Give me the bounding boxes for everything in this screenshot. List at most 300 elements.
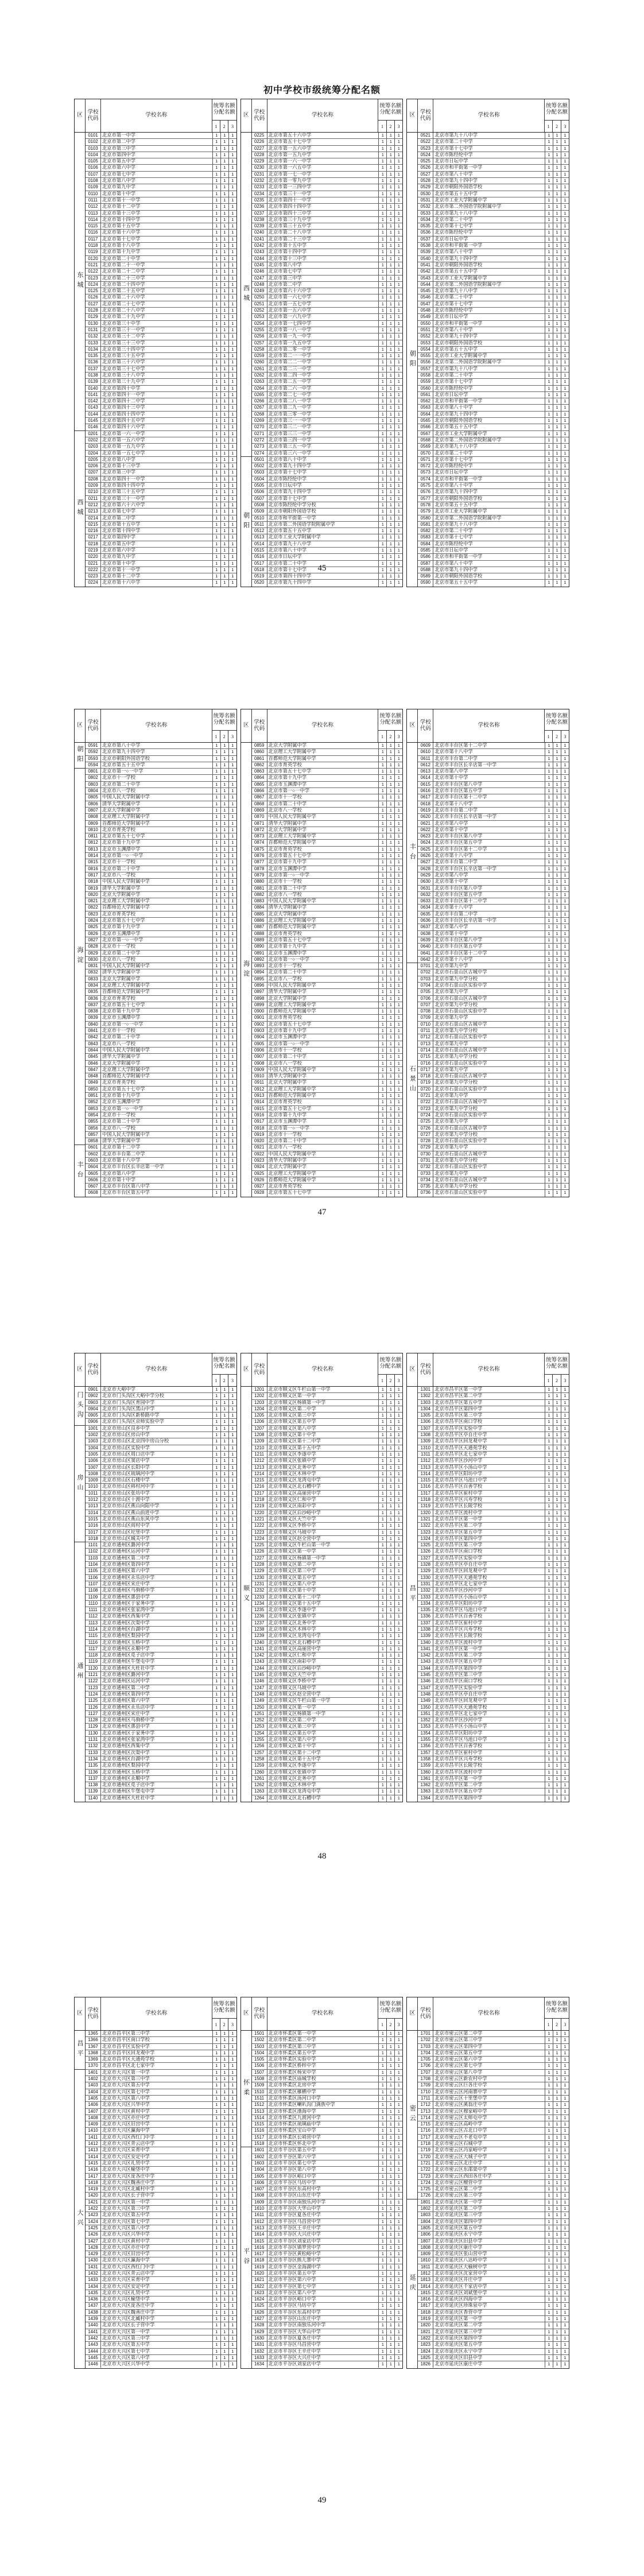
quota-cell: 1 bbox=[212, 483, 220, 488]
quota-cell: 1 bbox=[561, 561, 569, 567]
header-quota-sub-cell: 1 bbox=[212, 2019, 220, 2030]
school-name: 北京市顺义区北务中学 bbox=[268, 1775, 316, 1781]
quota-cell: 1 bbox=[553, 2102, 561, 2108]
quota-cell: 1 bbox=[228, 1164, 236, 1170]
school-code: 0144 bbox=[86, 412, 101, 417]
quota-cell: 1 bbox=[386, 1588, 394, 1593]
quota-cell: 1 bbox=[378, 976, 386, 982]
quota-cell: 1 bbox=[386, 756, 394, 762]
table-row bbox=[86, 1581, 236, 1588]
school-code: 0864 bbox=[252, 775, 267, 781]
table-row bbox=[86, 2186, 236, 2193]
school-name: 首都师范大学附属中学 bbox=[268, 755, 316, 761]
quota-cell: 1 bbox=[394, 898, 402, 904]
school-name: 北京市第三十一中学 bbox=[102, 327, 145, 332]
quota-cell: 1 bbox=[378, 1685, 386, 1691]
quota-cell: 1 bbox=[545, 1633, 553, 1639]
quota-cell: 1 bbox=[561, 528, 569, 534]
quota-cell: 1 bbox=[212, 1601, 220, 1607]
quota-cell: 1 bbox=[561, 2361, 569, 2368]
quota-cell: 1 bbox=[553, 782, 561, 787]
school-name: 北京市第九中学 bbox=[102, 184, 136, 190]
school-name: 北京市通州区次渠中学 bbox=[102, 1749, 150, 1755]
quota-cell: 1 bbox=[228, 2336, 236, 2341]
quota-cell: 1 bbox=[378, 1646, 386, 1652]
quota-cell: 1 bbox=[561, 1562, 569, 1568]
school-code: 0540 bbox=[418, 256, 433, 262]
quota-cell: 1 bbox=[212, 457, 220, 463]
quota-cell: 1 bbox=[553, 1406, 561, 1412]
school-code: 0233 bbox=[252, 184, 267, 190]
quota-cell: 1 bbox=[228, 1698, 236, 1704]
quota-cell: 1 bbox=[228, 1568, 236, 1574]
school-name: 北京市第九中学 bbox=[434, 1145, 468, 1150]
quota-cell: 1 bbox=[561, 2096, 569, 2101]
quota-cell: 1 bbox=[378, 989, 386, 995]
quota-cell: 1 bbox=[545, 931, 553, 937]
table-row bbox=[86, 204, 236, 210]
quota-cell: 1 bbox=[394, 1184, 402, 1189]
table-row bbox=[86, 1151, 236, 1158]
district-cell: 丰台 bbox=[407, 743, 417, 963]
table-row bbox=[418, 152, 569, 158]
quota-cell: 1 bbox=[386, 1659, 394, 1665]
quota-cell: 1 bbox=[212, 1782, 220, 1788]
quota-cell: 1 bbox=[561, 489, 569, 495]
table-row bbox=[252, 1458, 403, 1464]
school-name: 北京市密云区西田各庄中学 bbox=[434, 2173, 492, 2179]
quota-cell: 1 bbox=[545, 2257, 553, 2263]
school-code: 1418 bbox=[86, 2180, 101, 2186]
quota-cell: 1 bbox=[545, 1158, 553, 1163]
school-code: 1219 bbox=[252, 1503, 267, 1509]
table-row bbox=[86, 2257, 236, 2264]
school-code: 1401 bbox=[86, 2070, 101, 2075]
quota-cell: 1 bbox=[386, 294, 394, 300]
quota-cell: 1 bbox=[394, 1497, 402, 1503]
quota-cell: 1 bbox=[394, 2037, 402, 2043]
table-row bbox=[252, 833, 403, 840]
quota-cell: 1 bbox=[561, 788, 569, 794]
school-code: 0846 bbox=[86, 1061, 101, 1066]
quota-cell: 1 bbox=[553, 1555, 561, 1561]
quota-cell: 1 bbox=[386, 2135, 394, 2140]
quota-cell: 1 bbox=[386, 1536, 394, 1542]
table-row bbox=[252, 1581, 403, 1588]
table-row bbox=[418, 1158, 569, 1164]
school-name: 北京市十一学校 bbox=[102, 1028, 136, 1034]
quota-cell: 1 bbox=[553, 944, 561, 949]
quota-cell: 1 bbox=[545, 1413, 553, 1418]
header-quota-label: 统筹名额分配名额 bbox=[212, 709, 236, 731]
quota-cell: 1 bbox=[545, 2167, 553, 2172]
quota-cell: 1 bbox=[378, 886, 386, 891]
quota-cell: 1 bbox=[212, 398, 220, 404]
table-row bbox=[86, 2076, 236, 2082]
school-name: 北京市平谷区山东庄中学 bbox=[268, 2316, 321, 2322]
table-row bbox=[86, 243, 236, 249]
quota-cell: 1 bbox=[228, 1782, 236, 1788]
quota-cell: 1 bbox=[561, 1646, 569, 1652]
header-quota-sub-cell: 1 bbox=[545, 1375, 553, 1386]
school-code: 0209 bbox=[86, 483, 101, 488]
quota-cell: 1 bbox=[378, 2050, 386, 2056]
school-code: 0127 bbox=[86, 301, 101, 307]
quota-cell: 1 bbox=[220, 314, 228, 320]
quota-cell: 1 bbox=[394, 2349, 402, 2354]
quota-cell: 1 bbox=[220, 424, 228, 430]
school-name: 北京市第一六七中学 bbox=[268, 294, 312, 300]
school-name: 北京市第九中学 bbox=[434, 989, 468, 995]
header-quota-sub-cell: 3 bbox=[564, 2022, 567, 2027]
quota-cell: 1 bbox=[561, 769, 569, 774]
table-row bbox=[86, 1022, 236, 1028]
school-code: 0889 bbox=[252, 937, 267, 943]
quota-cell: 1 bbox=[553, 340, 561, 346]
quota-cell: 1 bbox=[561, 2063, 569, 2069]
district-column bbox=[75, 1387, 86, 1802]
quota-cell: 1 bbox=[553, 898, 561, 904]
quota-cell: 1 bbox=[561, 821, 569, 827]
quota-cell: 1 bbox=[394, 483, 402, 488]
school-code: 1812 bbox=[418, 2271, 433, 2276]
quota-cell: 1 bbox=[386, 1132, 394, 1138]
quota-cell: 1 bbox=[220, 1549, 228, 1554]
school-code: 1507 bbox=[252, 2070, 267, 2075]
quota-cell: 1 bbox=[561, 476, 569, 482]
school-code: 0547 bbox=[418, 301, 433, 307]
table-row bbox=[418, 1028, 569, 1034]
quota-cell: 1 bbox=[228, 392, 236, 398]
quota-cell: 1 bbox=[394, 1711, 402, 1717]
quota-cell: 1 bbox=[553, 294, 561, 300]
table-row bbox=[86, 918, 236, 924]
quota-cell: 1 bbox=[228, 951, 236, 956]
school-code: 0126 bbox=[86, 294, 101, 300]
quota-cell: 1 bbox=[561, 1698, 569, 1704]
school-code: 0260 bbox=[252, 359, 267, 365]
quota-cell: 1 bbox=[212, 1627, 220, 1632]
school-name: 北京市丰台区第八中学 bbox=[434, 937, 483, 942]
school-code: 1408 bbox=[86, 2115, 101, 2121]
quota-cell: 1 bbox=[228, 1750, 236, 1756]
school-code: 1336 bbox=[418, 1613, 433, 1619]
school-code: 1403 bbox=[86, 2082, 101, 2088]
quota-cell: 1 bbox=[561, 1073, 569, 1079]
school-name: 北京市第二十七中学 bbox=[102, 301, 145, 307]
quota-cell: 1 bbox=[386, 431, 394, 437]
school-name: 北京市石景山区实验中学 bbox=[434, 1190, 487, 1196]
quota-cell: 1 bbox=[561, 944, 569, 949]
table-row bbox=[252, 911, 403, 918]
quota-cell: 1 bbox=[212, 1497, 220, 1503]
school-code: 0557 bbox=[418, 366, 433, 372]
quota-cell: 1 bbox=[545, 1678, 553, 1684]
quota-cell: 1 bbox=[228, 2193, 236, 2198]
school-code: 1340 bbox=[418, 1640, 433, 1646]
quota-cell: 1 bbox=[378, 1008, 386, 1014]
quota-cell: 1 bbox=[212, 470, 220, 475]
quota-cell: 1 bbox=[545, 509, 553, 514]
table-row bbox=[418, 1666, 569, 1672]
quota-cell: 1 bbox=[220, 1770, 228, 1775]
quota-cell: 1 bbox=[228, 561, 236, 567]
quota-cell: 1 bbox=[553, 1770, 561, 1775]
school-name: 北京市顺义区龙湾屯中学 bbox=[268, 1789, 321, 1794]
school-name: 北京市昌平区流村中学 bbox=[434, 1510, 483, 1515]
quota-cell: 1 bbox=[561, 1112, 569, 1118]
quota-cell: 1 bbox=[553, 2115, 561, 2121]
table-row bbox=[252, 1022, 403, 1028]
table-row bbox=[418, 2109, 569, 2115]
school-code: 1721 bbox=[418, 2160, 433, 2166]
quota-cell: 1 bbox=[545, 782, 553, 787]
quota-cell: 1 bbox=[212, 2109, 220, 2115]
school-name: 北京理工大学附属中学 bbox=[102, 1066, 150, 1072]
school-code: 0635 bbox=[418, 911, 433, 917]
quota-cell: 1 bbox=[553, 892, 561, 898]
quota-cell: 1 bbox=[394, 573, 402, 579]
table-row bbox=[252, 1054, 403, 1060]
table-row bbox=[418, 2329, 569, 2336]
school-code: 1249 bbox=[252, 1698, 267, 1704]
quota-cell: 1 bbox=[386, 2219, 394, 2225]
table-row bbox=[252, 2284, 403, 2290]
quota-cell: 1 bbox=[378, 1171, 386, 1177]
table-row bbox=[86, 2316, 236, 2322]
quota-cell: 1 bbox=[394, 567, 402, 573]
school-code: 0906 bbox=[252, 1048, 267, 1053]
school-code: 0853 bbox=[86, 1106, 101, 1112]
district-cell: 大兴 bbox=[76, 2209, 83, 2229]
table-row bbox=[86, 2199, 236, 2206]
school-code: 0801 bbox=[86, 769, 101, 774]
school-name: 北京市第四中学 bbox=[102, 534, 136, 540]
quota-cell: 1 bbox=[553, 963, 561, 969]
quota-cell: 1 bbox=[561, 1138, 569, 1144]
table-row bbox=[86, 1093, 236, 1099]
quota-cell: 1 bbox=[228, 353, 236, 359]
school-name: 北京市平谷区大华山中学 bbox=[268, 2329, 321, 2334]
school-name: 北京市第三十四中学 bbox=[102, 346, 145, 352]
school-code: 1322 bbox=[418, 1523, 433, 1528]
table-row bbox=[86, 788, 236, 794]
quota-cell: 1 bbox=[386, 2290, 394, 2296]
table-row bbox=[252, 886, 403, 892]
quota-cell: 1 bbox=[212, 1458, 220, 1464]
school-code: 1616 bbox=[252, 2245, 267, 2251]
quota-cell: 1 bbox=[553, 1601, 561, 1607]
table-row bbox=[252, 1087, 403, 1093]
quota-cell: 1 bbox=[394, 340, 402, 346]
school-code: 0613 bbox=[418, 769, 433, 774]
quota-cell: 1 bbox=[561, 379, 569, 385]
table-row bbox=[418, 2257, 569, 2264]
header-district: 区 bbox=[75, 709, 86, 742]
school-code: 0517 bbox=[252, 561, 267, 567]
school-name: 北京市大兴区第七中学 bbox=[102, 2348, 150, 2354]
quota-cell: 1 bbox=[553, 886, 561, 891]
school-name: 北京市昌平区马池口中学 bbox=[434, 1737, 487, 1743]
quota-cell: 1 bbox=[394, 398, 402, 404]
school-name: 北京市延庆区珍珠泉中学 bbox=[434, 2303, 487, 2309]
school-name: 北京市日坛中学 bbox=[434, 158, 468, 164]
quota-cell: 1 bbox=[228, 1601, 236, 1607]
table-row bbox=[86, 1477, 236, 1484]
school-name: 北京市育英学校 bbox=[268, 1015, 302, 1021]
quota-cell: 1 bbox=[386, 373, 394, 378]
school-code: 0242 bbox=[252, 243, 267, 249]
school-code: 1623 bbox=[252, 2290, 267, 2296]
quota-cell: 1 bbox=[386, 548, 394, 553]
table-row bbox=[252, 944, 403, 950]
school-name: 北京市和平街第一中学 bbox=[434, 554, 483, 560]
school-code: 0702 bbox=[418, 969, 433, 975]
quota-cell: 1 bbox=[394, 165, 402, 170]
school-name: 北京市第四十一中学 bbox=[102, 391, 145, 397]
school-code: 0257 bbox=[252, 340, 267, 346]
quota-cell: 1 bbox=[394, 821, 402, 827]
table-row bbox=[252, 333, 403, 340]
school-code: 0108 bbox=[86, 178, 101, 184]
school-name: 北京市第一五九中学 bbox=[268, 152, 312, 157]
quota-cell: 1 bbox=[228, 2154, 236, 2160]
school-name: 北京市丰台区第五中学 bbox=[434, 944, 483, 949]
quota-cell: 1 bbox=[220, 2096, 228, 2101]
quota-cell: 1 bbox=[545, 2147, 553, 2153]
school-name: 北京市通州区西集中学 bbox=[102, 1613, 150, 1619]
header-quota bbox=[545, 99, 569, 132]
quota-cell: 1 bbox=[220, 1112, 228, 1118]
school-name: 北京市第三六一中学 bbox=[268, 450, 312, 456]
school-code: 0590 bbox=[418, 580, 433, 586]
school-code: 0272 bbox=[252, 437, 267, 443]
table-row bbox=[86, 2057, 236, 2063]
table-row bbox=[252, 1465, 403, 1471]
quota-cell: 1 bbox=[394, 1471, 402, 1477]
table-row bbox=[252, 976, 403, 983]
table-row bbox=[418, 1659, 569, 1665]
school-name: 北京市密云区穆家峪中学 bbox=[434, 2108, 487, 2114]
quota-cell: 1 bbox=[228, 1789, 236, 1794]
school-name: 北京市陈经纶中学分校 bbox=[268, 502, 316, 507]
table-row bbox=[418, 1562, 569, 1568]
quota-cell: 1 bbox=[212, 782, 220, 787]
school-code: 1345 bbox=[418, 1672, 433, 1678]
school-name: 北京市第八十中学 bbox=[434, 560, 473, 566]
quota-cell: 1 bbox=[545, 1452, 553, 1457]
page-number: 49 bbox=[317, 2496, 327, 2505]
school-name: 北京市和平街第一中学 bbox=[434, 398, 483, 404]
quota-cell: 1 bbox=[394, 522, 402, 527]
quota-cell: 1 bbox=[378, 249, 386, 255]
quota-cell: 1 bbox=[378, 1048, 386, 1053]
quota-cell: 1 bbox=[378, 821, 386, 827]
quota-cell: 1 bbox=[212, 580, 220, 586]
school-code: 0883 bbox=[252, 898, 267, 904]
quota-cell: 1 bbox=[378, 1497, 386, 1503]
quota-cell: 1 bbox=[386, 775, 394, 781]
table-row bbox=[252, 2147, 403, 2154]
table-row bbox=[86, 1028, 236, 1034]
quota-cell: 1 bbox=[228, 1692, 236, 1697]
quota-cell: 1 bbox=[378, 2322, 386, 2328]
school-name: 北京市顺义区第二中学 bbox=[268, 1562, 316, 1568]
quota-cell: 1 bbox=[394, 418, 402, 424]
quota-cell: 1 bbox=[212, 859, 220, 865]
quota-cell: 1 bbox=[394, 2076, 402, 2082]
school-code: 0922 bbox=[252, 1151, 267, 1157]
quota-cell: 1 bbox=[228, 321, 236, 327]
school-name: 北京市第一○一中学 bbox=[268, 956, 310, 962]
school-code: 0111 bbox=[86, 197, 101, 203]
quota-cell: 1 bbox=[394, 1093, 402, 1099]
school-name: 北京市通州区第四中学 bbox=[102, 1562, 150, 1568]
school-code: 0516 bbox=[252, 554, 267, 560]
school-code: 0904 bbox=[252, 1034, 267, 1040]
school-name: 北京市丰台区第十二中学 bbox=[434, 950, 487, 956]
quota-cell: 1 bbox=[220, 379, 228, 385]
table-row bbox=[418, 1190, 569, 1196]
quota-cell: 1 bbox=[561, 1795, 569, 1802]
table-row bbox=[86, 1555, 236, 1562]
quota-cell: 1 bbox=[378, 1465, 386, 1471]
school-code: 0881 bbox=[252, 886, 267, 891]
quota-cell: 1 bbox=[378, 1575, 386, 1581]
quota-cell: 1 bbox=[553, 2096, 561, 2101]
quota-cell: 1 bbox=[386, 1080, 394, 1085]
school-code: 1414 bbox=[86, 2154, 101, 2160]
school-code: 0905 bbox=[252, 1041, 267, 1047]
school-code: 1333 bbox=[418, 1595, 433, 1600]
quota-cell: 1 bbox=[545, 1763, 553, 1768]
school-code: 0895 bbox=[252, 976, 267, 982]
school-name: 北京市第一中学 bbox=[102, 133, 136, 138]
school-name: 北京市八一学校 bbox=[102, 1125, 136, 1131]
table-row bbox=[86, 528, 236, 534]
quota-cell: 1 bbox=[394, 379, 402, 385]
table-column bbox=[240, 99, 404, 587]
quota-cell: 1 bbox=[394, 1750, 402, 1756]
quota-cell: 1 bbox=[228, 528, 236, 534]
table-row bbox=[252, 158, 403, 165]
quota-cell: 1 bbox=[228, 567, 236, 573]
quota-cell: 1 bbox=[386, 1438, 394, 1444]
quota-cell: 1 bbox=[228, 483, 236, 488]
table-row bbox=[252, 1497, 403, 1503]
quota-cell: 1 bbox=[545, 1530, 553, 1535]
school-name: 北京大学附属中学 bbox=[102, 1060, 141, 1066]
quota-cell: 1 bbox=[553, 256, 561, 262]
quota-cell: 1 bbox=[553, 853, 561, 859]
quota-cell: 1 bbox=[386, 178, 394, 184]
table-header bbox=[241, 1353, 403, 1387]
school-name: 北京市密云区冯家峪中学 bbox=[434, 2147, 487, 2153]
quota-cell: 1 bbox=[553, 249, 561, 255]
table-body bbox=[241, 743, 403, 1197]
school-code: 0729 bbox=[418, 1145, 433, 1150]
quota-cell: 1 bbox=[561, 756, 569, 762]
school-name: 北京市第十七中学 bbox=[434, 534, 473, 540]
quota-cell: 1 bbox=[220, 872, 228, 878]
quota-cell: 1 bbox=[220, 1400, 228, 1406]
table-row bbox=[418, 853, 569, 859]
quota-cell: 1 bbox=[553, 2147, 561, 2153]
quota-cell: 1 bbox=[386, 1581, 394, 1587]
quota-cell: 1 bbox=[561, 1516, 569, 1522]
school-name: 北京市陈经纶中学 bbox=[434, 463, 473, 469]
school-code: 1229 bbox=[252, 1568, 267, 1574]
